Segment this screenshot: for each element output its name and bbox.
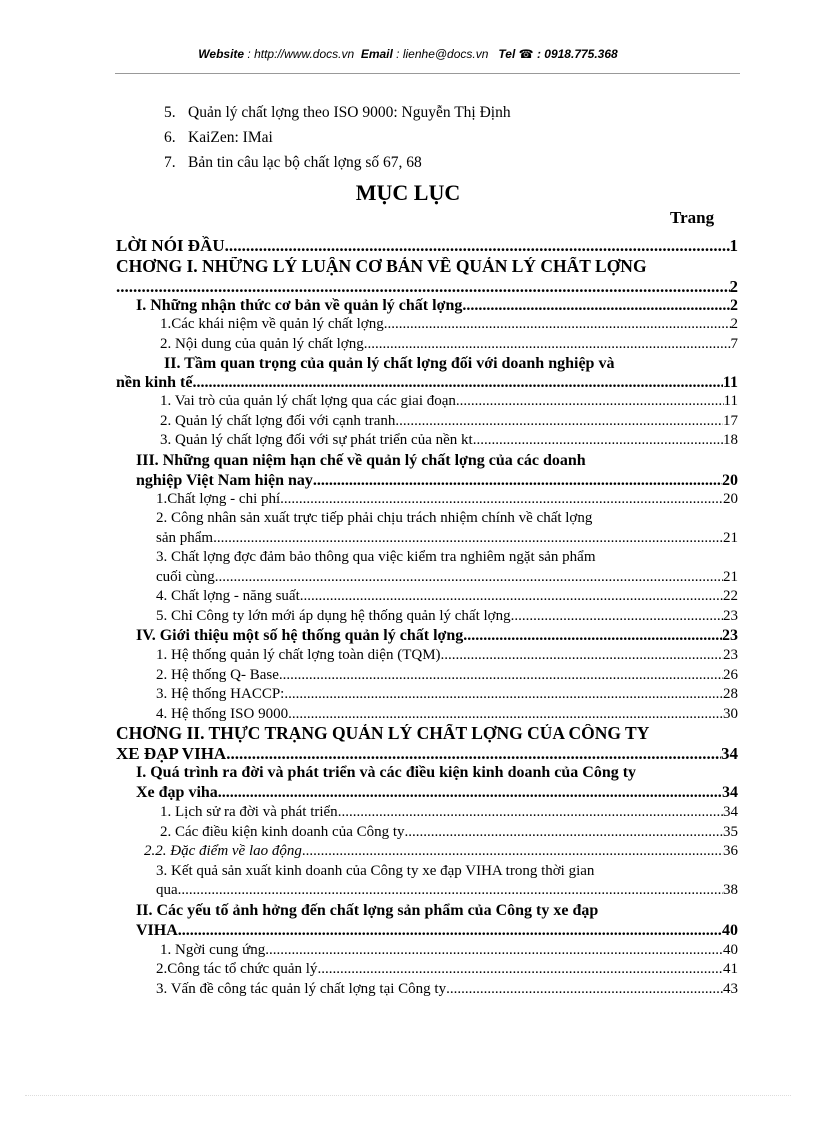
- toc-entry-title: II. Các yếu tố ảnh hởng đến chất lợng sản phẩm của Công ty xe đạp: [136, 901, 599, 919]
- reference-number: 7.: [164, 154, 176, 171]
- toc-entry[interactable]: [116, 724, 738, 763]
- toc-entry-page: 18: [723, 432, 738, 448]
- toc-entry-title: 3. Vấn đề công tác quản lý chất lợng tại Công ty: [156, 980, 447, 997]
- toc-entry-title: LỜI NÓI ĐẦU: [116, 236, 225, 255]
- toc-entry-title: 3. Hệ thống HACCP:: [156, 686, 285, 702]
- toc-entry[interactable]: [116, 705, 738, 725]
- toc-entry-title-cont: cuối cùng.: [156, 568, 219, 585]
- toc-entry[interactable]: [116, 823, 738, 843]
- toc-entry-page: 34: [722, 784, 738, 801]
- toc-entry-title: 1.Các khái niệm về quản lý chất lợng: [160, 316, 384, 332]
- toc-entry[interactable]: [116, 666, 738, 686]
- toc-entry-page: 7: [730, 335, 738, 352]
- toc-entry[interactable]: [116, 392, 738, 412]
- page-column-header: Trang: [670, 208, 715, 227]
- toc-entry-page: 40: [722, 921, 738, 939]
- toc-entry[interactable]: [116, 587, 738, 607]
- toc-entry-title: 3. Quản lý chất lợng đối với sự phát triển của nền kt: [160, 432, 473, 448]
- toc-entry[interactable]: [116, 607, 738, 627]
- toc-entry-title: 3. Chất lợng đợc đảm bảo thông qua việc kiểm tra nghiêm ngặt sản phẩm: [156, 549, 596, 565]
- toc-entry-title-cont: VIHA: [136, 921, 178, 939]
- toc-entry-page: 1: [729, 236, 738, 255]
- toc-entry-title: II. Tầm quan trọng của quản lý chất lợng đối với doanh nghiệp và: [164, 355, 615, 372]
- toc-entry-title-cont: XE ĐẠP VIHA: [116, 744, 227, 763]
- toc-entry-page: 43: [723, 980, 738, 997]
- toc-entry[interactable]: [116, 509, 738, 548]
- toc-entry[interactable]: [116, 335, 738, 355]
- toc-entry-page: 22: [723, 588, 738, 604]
- reference-item: [164, 150, 511, 175]
- toc-entry-page: 2: [730, 297, 738, 314]
- toc-entry-title: 1.Chất lợng - chi phí: [156, 490, 281, 507]
- toc-entry-title: 1. Vai trò của quản lý chất lợng qua các giai đoạn: [160, 393, 456, 409]
- toc-entry-page: 2: [729, 277, 738, 296]
- toc-entry[interactable]: [116, 763, 738, 803]
- toc-entry-title: 1. Ngời cung ứng.: [160, 941, 269, 958]
- toc-entry-title-cont: nền kinh tế: [116, 374, 193, 391]
- toc-entry-page: 38: [723, 882, 738, 898]
- toc-entry-title: I. Quá trình ra đời và phát triển và các điều kiện kinh doanh của Công ty: [136, 764, 637, 781]
- toc-entry-page: 28: [723, 686, 738, 702]
- website-label: Website: [198, 47, 245, 61]
- toc-entry-title: 4. Chất lợng - năng suất: [156, 588, 300, 604]
- toc-entry-title: 2. Các điều kiện kinh doanh của Công ty: [160, 823, 405, 840]
- toc-entry-title: III. Những quan niệm hạn chế về quản lý chất lợng của các doanh: [136, 451, 586, 469]
- reference-text: Quản lý chất lợng theo ISO 9000: Nguyễn Thị Định: [188, 104, 511, 121]
- toc-entry-page: 21: [723, 529, 738, 546]
- reference-list: [164, 100, 511, 175]
- toc-entry[interactable]: [116, 431, 738, 451]
- toc-entry-page: 35: [723, 823, 738, 840]
- toc-entry[interactable]: [116, 941, 738, 961]
- toc-entry[interactable]: [116, 354, 738, 392]
- toc-entry[interactable]: [116, 451, 738, 490]
- toc-entry-title: CHƠNG II. THỰC TRẠNG QUẢN LÝ CHẤT LỢNG CỦA CÔNG TY: [116, 724, 650, 743]
- toc-entry[interactable]: [116, 236, 738, 257]
- email-label: Email: [360, 47, 393, 61]
- toc-entry[interactable]: [116, 842, 738, 862]
- toc-entry[interactable]: [116, 315, 738, 335]
- toc-entry[interactable]: [116, 862, 738, 901]
- toc-entry-page: 26: [723, 666, 738, 683]
- toc-entry-title: 2.Công tác tổ chức quản lý: [156, 961, 318, 977]
- tel-value: ☎ : 0918.775.368: [518, 47, 618, 61]
- toc-entry-page: 11: [723, 393, 738, 409]
- table-of-contents: [116, 236, 738, 999]
- reference-text: KaiZen: IMai: [188, 129, 273, 146]
- reference-number: 5.: [164, 104, 176, 121]
- toc-entry-page: 17: [723, 412, 738, 429]
- toc-entry-title: 2. Nội dung của quản lý chất lợng: [160, 335, 364, 352]
- reference-text: Bản tin câu lạc bộ chất lợng số 67, 68: [188, 154, 422, 171]
- toc-entry-page: 23: [723, 647, 738, 663]
- toc-entry[interactable]: [116, 490, 738, 510]
- toc-entry[interactable]: [116, 980, 738, 1000]
- toc-entry-page: 2: [730, 316, 738, 332]
- toc-entry-page: 23: [723, 607, 738, 624]
- toc-entry-title: 2. Công nhân sản xuất trực tiếp phải chịu trách nhiệm chính về chất lợng: [156, 510, 593, 526]
- toc-entry-page: 40: [723, 941, 738, 958]
- toc-entry[interactable]: [116, 548, 738, 587]
- toc-entry-title: 1. Hệ thống quản lý chất lợng toàn diện (TQM): [156, 647, 441, 663]
- toc-entry-title-cont: Xe đạp viha: [136, 784, 218, 801]
- toc-entry-page: 36: [723, 843, 738, 859]
- toc-entry-page: 20: [722, 471, 738, 489]
- toc-entry-title: 2. Hệ thống Q- Base: [156, 666, 279, 683]
- toc-entry-page: 11: [722, 374, 738, 391]
- toc-entry[interactable]: [116, 296, 738, 315]
- email-value: : lienhe@docs.vn: [396, 47, 489, 61]
- toc-entry-page: 41: [723, 961, 738, 977]
- toc-entry[interactable]: [116, 685, 738, 705]
- toc-entry-title: 2. Quản lý chất lợng đối với cạnh tranh: [160, 412, 396, 429]
- website-value: : http://www.docs.vn: [247, 47, 355, 61]
- tel-label: Tel: [498, 47, 516, 61]
- toc-entry-page: 23: [722, 627, 738, 644]
- toc-entry-title-cont: qua.: [156, 882, 182, 898]
- toc-entry-title: IV. Giới thiệu một số hệ thống quản lý chất lợng: [136, 627, 464, 644]
- toc-entry-title: 4. Hệ thống ISO 9000.: [156, 705, 292, 722]
- footer-divider: [25, 1095, 791, 1096]
- toc-entry[interactable]: [116, 646, 738, 666]
- toc-entry-title: 2.2. Đặc điểm về lao động: [144, 843, 302, 859]
- toc-entry-page: 30: [723, 705, 738, 722]
- toc-entry[interactable]: [116, 901, 738, 941]
- toc-entry[interactable]: [116, 257, 738, 296]
- toc-entry-title: CHƠNG I. NHỮNG LÝ LUẬN CƠ BẢN VỀ QUẢN LÝ CHẤT LỢNG: [116, 257, 647, 276]
- toc-entry-title-cont: sản phẩm.: [156, 529, 217, 546]
- toc-entry-title: 5. Chỉ Công ty lớn mới áp dụng hệ thống quản lý chất lợng: [156, 607, 511, 624]
- toc-entry[interactable]: [116, 412, 738, 432]
- toc-entry[interactable]: [116, 803, 738, 823]
- header-divider: [115, 73, 740, 74]
- page-header: [0, 47, 816, 61]
- reference-number: 6.: [164, 129, 176, 146]
- toc-entry-page: 34: [721, 744, 738, 763]
- toc-title: MỤC LỤC: [355, 180, 461, 205]
- toc-entry-page: 21: [723, 568, 738, 585]
- toc-entry[interactable]: [116, 626, 738, 646]
- toc-entry-page: 34: [723, 804, 738, 820]
- toc-entry-page: 20: [723, 490, 738, 507]
- toc-entry-title: I. Những nhận thức cơ bản về quản lý chất lợng: [136, 297, 463, 314]
- reference-item: [164, 100, 511, 125]
- toc-entry[interactable]: [116, 960, 738, 980]
- toc-entry-title: 1. Lịch sử ra đời và phát triển: [160, 804, 338, 820]
- reference-item: [164, 125, 511, 150]
- toc-entry-title: 3. Kết quả sản xuất kinh doanh của Công ty xe đạp VIHA trong thời gian: [156, 862, 595, 879]
- toc-entry-title-cont: nghiệp Việt Nam hiện nay: [136, 471, 313, 489]
